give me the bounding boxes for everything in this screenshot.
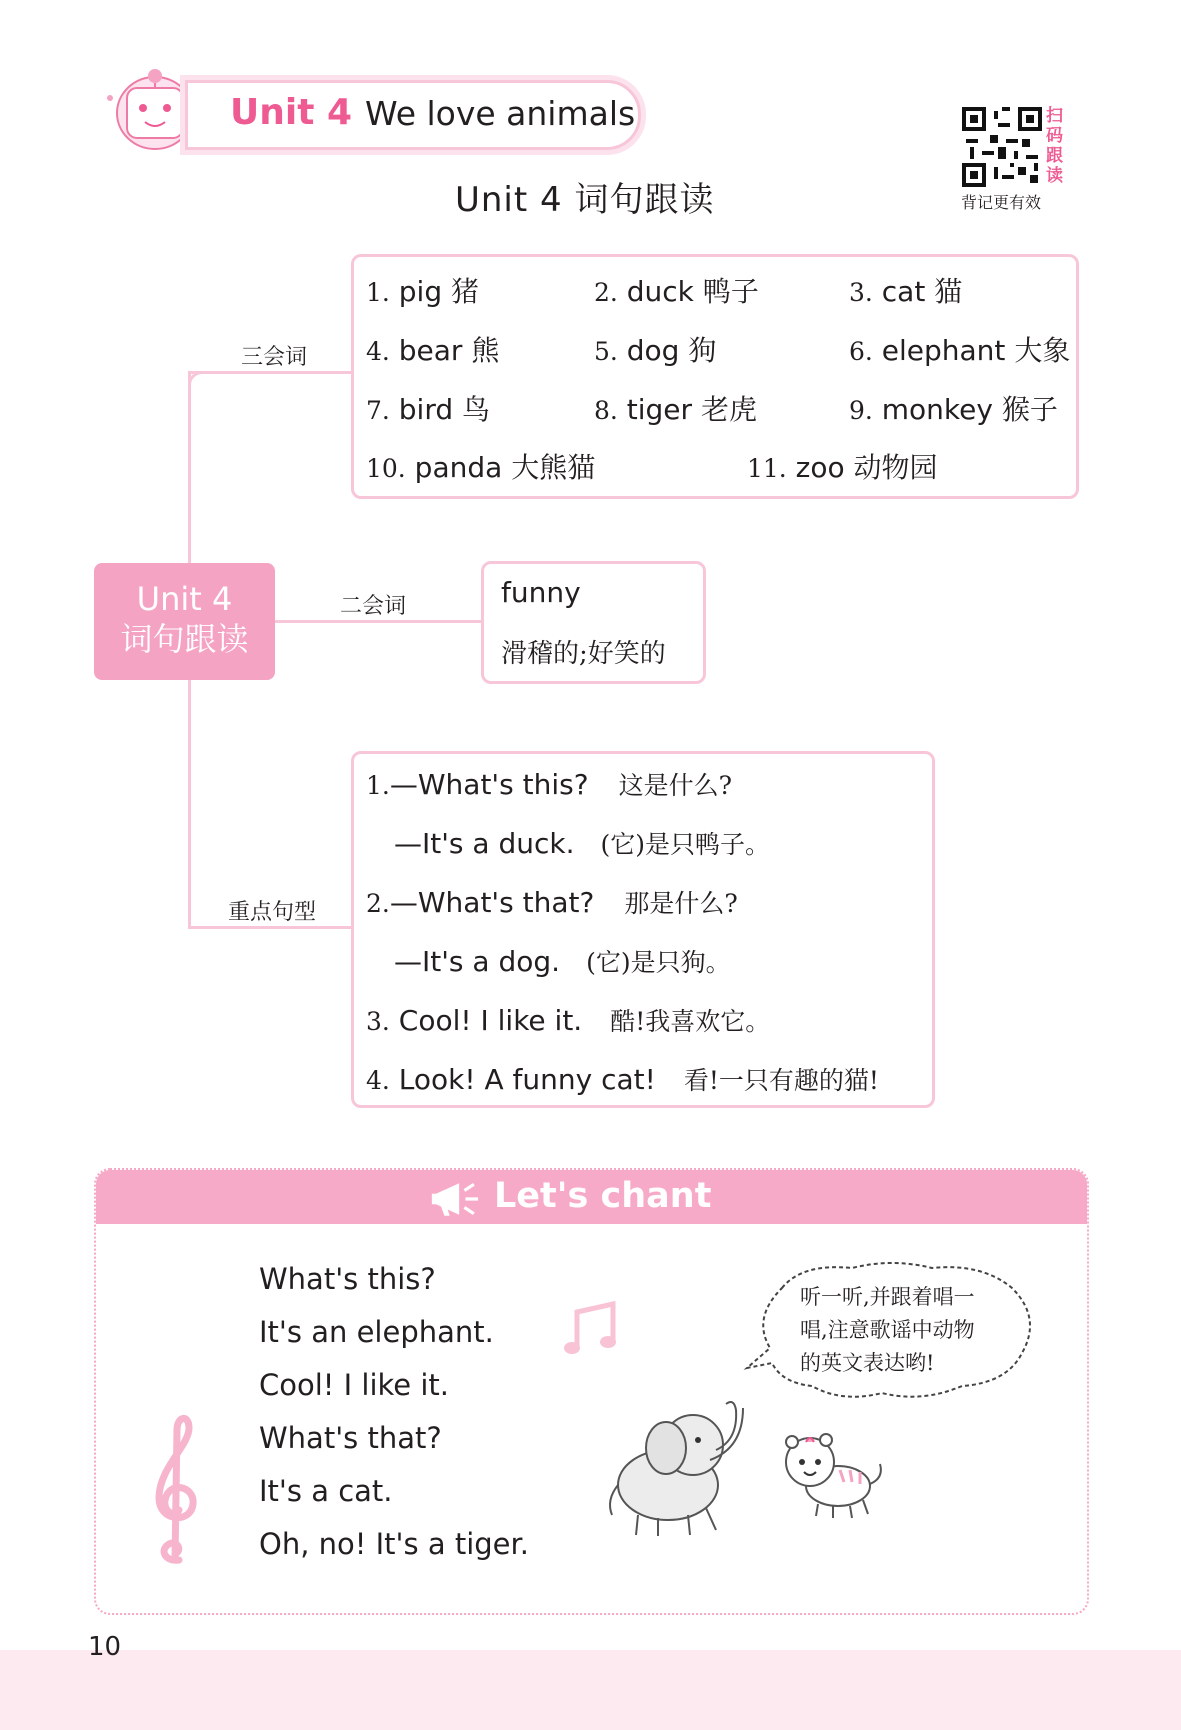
sentence-row: 4. Look! A funny cat! 看!一只有趣的猫! <box>366 1063 879 1096</box>
connector-top <box>188 371 351 374</box>
qr-caption: 背记更有效 <box>961 193 1042 212</box>
elephant-illustration <box>598 1390 758 1540</box>
qr-side-char: 码 <box>1046 126 1063 146</box>
sentences-box <box>351 751 935 1108</box>
unit-label: Unit 4 <box>230 92 352 133</box>
center-node-line2: 词句跟读 <box>120 620 249 658</box>
page-number: 10 <box>88 1632 122 1662</box>
music-note-icon <box>563 1300 623 1360</box>
bubble-line: 唱,注意歌谣中动物 <box>800 1318 975 1342</box>
vocab-word: 8. tiger 老虎 <box>594 393 757 426</box>
connector-top-corner <box>188 371 209 392</box>
branch-label-two-skill: 二会词 <box>340 594 407 619</box>
megaphone-icon <box>428 1178 484 1220</box>
chant-line: It's a cat. <box>259 1474 393 1508</box>
footer-band <box>0 1650 1181 1730</box>
two-skill-word: funny <box>501 576 581 609</box>
vocab-word: 6. elephant 大象 <box>849 334 1071 367</box>
page-subtitle: Unit 4 词句跟读 <box>455 180 715 220</box>
center-node-line1: Unit 4 <box>136 580 233 618</box>
branch-label-three-skill: 三会词 <box>241 345 308 370</box>
vocab-word: 5. dog 狗 <box>594 334 717 367</box>
bubble-line: 听一听,并跟着唱一 <box>800 1285 975 1309</box>
qr-side-label <box>1046 106 1066 186</box>
chant-line: Cool! I like it. <box>259 1368 449 1402</box>
connector-bottom <box>188 926 351 929</box>
vocab-word: 2. duck 鸭子 <box>594 275 759 308</box>
vocab-word: 9. monkey 猴子 <box>849 393 1058 426</box>
center-node <box>94 563 275 680</box>
chant-line: What's this? <box>259 1262 436 1296</box>
chant-title: Let's chant <box>494 1176 712 1216</box>
vocab-word: 11. zoo 动物园 <box>747 451 938 484</box>
sentence-row: 2.—What's that? 那是什么? <box>366 886 738 919</box>
vocab-word: 7. bird 鸟 <box>366 393 491 426</box>
qr-side-char: 读 <box>1046 166 1063 186</box>
two-skill-meaning: 滑稽的;好笑的 <box>501 639 666 669</box>
chant-line: It's an elephant. <box>259 1315 494 1349</box>
tiger-illustration <box>778 1424 888 1524</box>
branch-label-sentences: 重点句型 <box>228 900 317 925</box>
sentence-row: —It's a dog. (它)是只狗。 <box>394 945 731 978</box>
vocab-word: 3. cat 猫 <box>849 275 963 308</box>
vocab-word: 4. bear 熊 <box>366 334 500 367</box>
chant-line: Oh, no! It's a tiger. <box>259 1527 529 1561</box>
unit-title: We love animals <box>365 94 636 133</box>
qr-code-icon[interactable] <box>962 107 1042 187</box>
vocab-word: 10. panda 大熊猫 <box>366 451 596 484</box>
bubble-line: 的英文表达哟! <box>800 1351 935 1375</box>
speech-bubble-text <box>800 1281 1030 1380</box>
treble-clef-icon <box>140 1410 210 1570</box>
sentence-row: 1.—What's this? 这是什么? <box>366 768 732 801</box>
sentence-row: 3. Cool! I like it. 酷!我喜欢它。 <box>366 1004 771 1037</box>
chant-header <box>96 1170 1087 1224</box>
qr-side-char: 跟 <box>1046 146 1063 166</box>
connector-middle <box>275 620 483 623</box>
qr-side-char: 扫 <box>1046 106 1063 126</box>
sentence-row: —It's a duck. (它)是只鸭子。 <box>394 827 771 860</box>
vocab-word: 1. pig 猪 <box>366 275 480 308</box>
chant-line: What's that? <box>259 1421 442 1455</box>
